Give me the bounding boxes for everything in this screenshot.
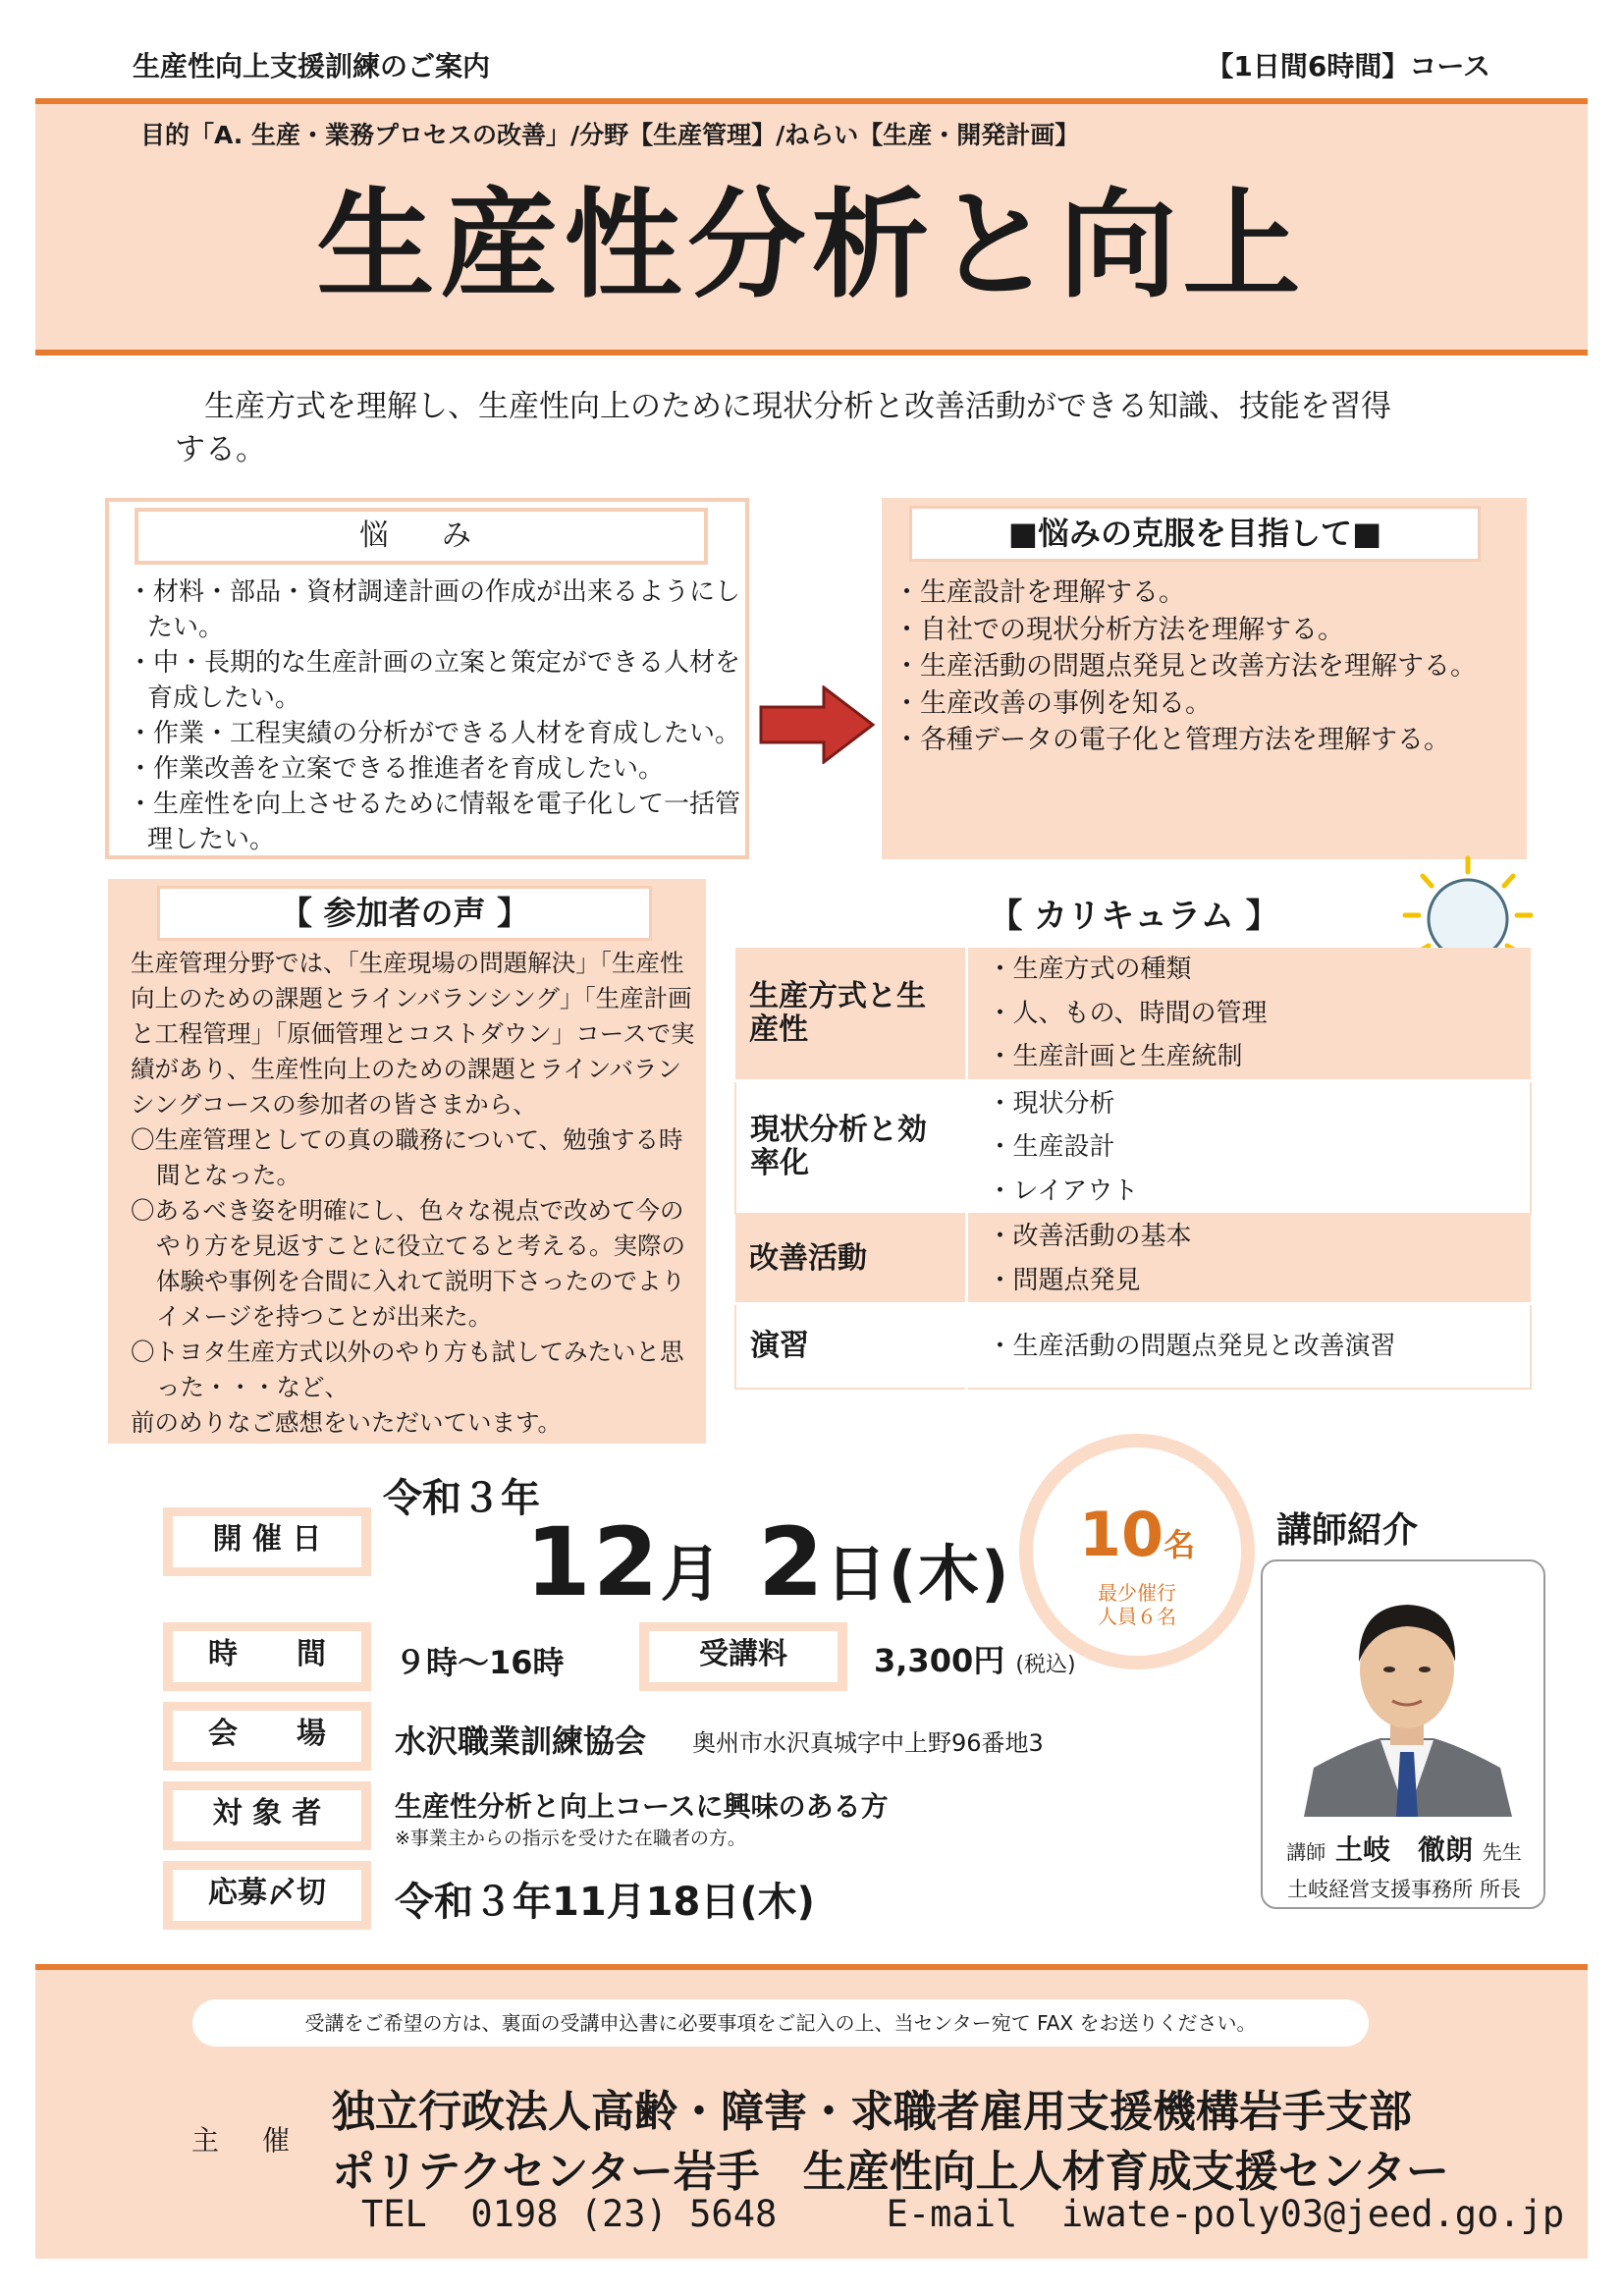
- organizer-label: 主催: [191, 2124, 334, 2157]
- capacity-badge: [1019, 1434, 1255, 1669]
- curriculum-item: ・生産設計: [987, 1132, 1115, 1162]
- fee: [874, 1636, 1076, 1681]
- date-label: 開 催 日: [173, 1516, 361, 1567]
- event-day-unit: 日(木): [825, 1538, 1011, 1610]
- list-item: ・各種データの電子化と管理方法を理解する。: [893, 725, 1450, 755]
- voices-outro: 前のめりなご感想をいただいています。: [131, 1408, 563, 1437]
- organizer-line-1: 独立行政法人高齢・障害・求職者雇用支援機構岩手支部: [332, 2087, 1412, 2137]
- fee-label: 受講料: [649, 1631, 838, 1682]
- capacity-unit: 名: [1163, 1526, 1196, 1563]
- target-label: 対 象 者: [173, 1790, 361, 1841]
- event-month-unit: 月: [660, 1538, 724, 1610]
- voice-item: 〇トヨタ生産方式以外のやり方も試してみたいと思った・・・など、: [131, 1338, 684, 1401]
- list-item: ・自社での現状分析方法を理解する。: [893, 614, 1344, 645]
- event-date: [525, 1507, 1011, 1617]
- curriculum-item: ・人、もの、時間の管理: [987, 998, 1268, 1028]
- voice-item: 〇生産管理としての真の職務について、勉強する時間となった。: [131, 1125, 683, 1189]
- curriculum-item: ・改善活動の基本: [987, 1222, 1192, 1251]
- deadline-value: 令和３年11月18日(木): [395, 1880, 815, 1925]
- target-value: 生産性分析と向上コースに興味のある方: [395, 1790, 889, 1823]
- worries-heading: 悩 み: [135, 508, 708, 565]
- time-label: 時 間: [173, 1631, 361, 1682]
- venue-label-box: [163, 1702, 371, 1771]
- worries-list: [120, 574, 743, 857]
- list-item: ・作業・工程実績の分析ができる人材を育成したい。: [128, 719, 741, 748]
- curriculum-item: ・レイアウト: [987, 1175, 1139, 1206]
- instructor-affiliation: 土岐経営支援事務所 所長: [1287, 1878, 1521, 1901]
- voices-intro: 生産管理分野では、「生産現場の問題解決」「生産性向上のための課題とラインバランシング」「生産計画と工程管理」「原価管理とコストダウン」コースで実績があり、生産性向上のための課題とラインバランシングコースの参加者の皆さまから、: [131, 949, 695, 1119]
- table-row: [735, 1080, 1531, 1214]
- curriculum-item: ・生産方式の種類: [987, 955, 1192, 984]
- list-item: ・生産活動の問題点発見と改善方法を理解する。: [893, 651, 1477, 682]
- goals-list: [893, 574, 1522, 759]
- right-arrow-icon: [759, 685, 875, 764]
- table-row: [735, 1214, 1531, 1304]
- curriculum-item: ・現状分析: [987, 1088, 1115, 1119]
- list-item: ・生産設計を理解する。: [893, 577, 1185, 608]
- fee-label-box: [639, 1622, 847, 1691]
- lead-text: 生産方式を理解し、生産性向上のために現状分析と改善活動ができる知識、技能を習得する。: [175, 389, 1391, 467]
- curriculum-table: [734, 948, 1532, 1390]
- minimum-line-1: 最少催行: [1098, 1581, 1176, 1605]
- list-item: ・生産改善の事例を知る。: [893, 687, 1212, 719]
- organizer-line-2: ポリテクセンター岩手 生産性向上人材育成支援センター: [332, 2147, 1449, 2197]
- course-purpose: 目的「A. 生産・業務プロセスの改善」/分野【生産管理】/ねらい【生産・開発計画】: [140, 121, 1080, 149]
- list-item: ・作業改善を立案できる推進者を育成したい。: [128, 754, 665, 784]
- instructor-heading: 講師紹介: [1276, 1510, 1419, 1551]
- fee-value: 3,300円: [874, 1642, 1005, 1679]
- curriculum-item: ・生産計画と生産統制: [987, 1042, 1243, 1071]
- event-era-year: 令和３年: [383, 1476, 540, 1521]
- table-row: [735, 948, 1531, 1080]
- instructor-suffix: 先生: [1482, 1840, 1522, 1864]
- target-note: ※事業主からの指示を受けた在職者の方。: [395, 1828, 746, 1849]
- curriculum-category: 生産方式と生産性: [735, 948, 966, 1080]
- voices-heading: 【 参加者の声 】: [157, 886, 652, 941]
- venue-name: 水沢職業訓練協会: [395, 1722, 647, 1760]
- minimum-line-2: 人員６名: [1098, 1605, 1176, 1628]
- list-item: ・生産性を向上させるために情報を電子化して一括管理したい。: [128, 790, 741, 854]
- venue-label: 会 場: [173, 1711, 361, 1762]
- list-item: ・材料・部品・資材調達計画の作成が出来るようにしたい。: [128, 577, 741, 642]
- event-day: 2: [758, 1507, 826, 1617]
- curriculum-item: ・問題点発見: [987, 1265, 1141, 1295]
- list-item: ・中・長期的な生産計画の立案と策定ができる人材を育成したい。: [128, 648, 741, 713]
- venue-address: 奥州市水沢真城字中上野96番地3: [692, 1729, 1044, 1757]
- date-label-box: [163, 1507, 371, 1576]
- capacity-number: 10: [1078, 1499, 1164, 1570]
- instructor-prefix: 講師: [1286, 1840, 1326, 1864]
- goals-heading: ■悩みの克服を目指して■: [909, 506, 1481, 562]
- deadline-label: 応募〆切: [173, 1870, 361, 1921]
- time-label-box: [163, 1622, 371, 1691]
- time-value: ９時〜16時: [395, 1644, 565, 1681]
- voices-text: [131, 946, 695, 1441]
- application-notice: 受講をご希望の方は、裏面の受講申込書に必要事項をご記入の上、当センター宛て FAX をお送りください。: [192, 1999, 1369, 2047]
- instructor-name: 土岐 徹朗: [1334, 1833, 1473, 1866]
- header-course-length: 【1日間6時間】コース: [1206, 50, 1490, 82]
- curriculum-category: 現状分析と効率化: [735, 1080, 966, 1214]
- voice-item: 〇あるべき姿を明確にし、色々な視点で改めて今のやり方を見返すことに役立てると考える。実際の体験や事例を合間に入れて説明下さったのでよりイメージを持つことが出来た。: [131, 1196, 685, 1331]
- fee-tax: (税込): [1015, 1653, 1076, 1677]
- curriculum-heading: 【 カリキュラム 】: [989, 897, 1279, 936]
- curriculum-category: 改善活動: [735, 1214, 966, 1304]
- header-program-label: 生産性向上支援訓練のご案内: [133, 50, 491, 82]
- table-row: [735, 1304, 1531, 1389]
- contact-info: TEL 0198 (23) 5648 E-mail iwate-poly03@jeed.go.jp: [361, 2193, 1565, 2235]
- target-label-box: [163, 1781, 371, 1850]
- instructor-photo: [1294, 1571, 1520, 1817]
- curriculum-item: ・生産活動の問題点発見と改善演習: [987, 1331, 1396, 1361]
- instructor-name-line: [1267, 1829, 1542, 1868]
- page-title: 生産性分析と向上: [316, 178, 1307, 314]
- curriculum-category: 演習: [735, 1304, 966, 1389]
- deadline-label-box: [163, 1861, 371, 1930]
- event-month: 12: [525, 1507, 661, 1617]
